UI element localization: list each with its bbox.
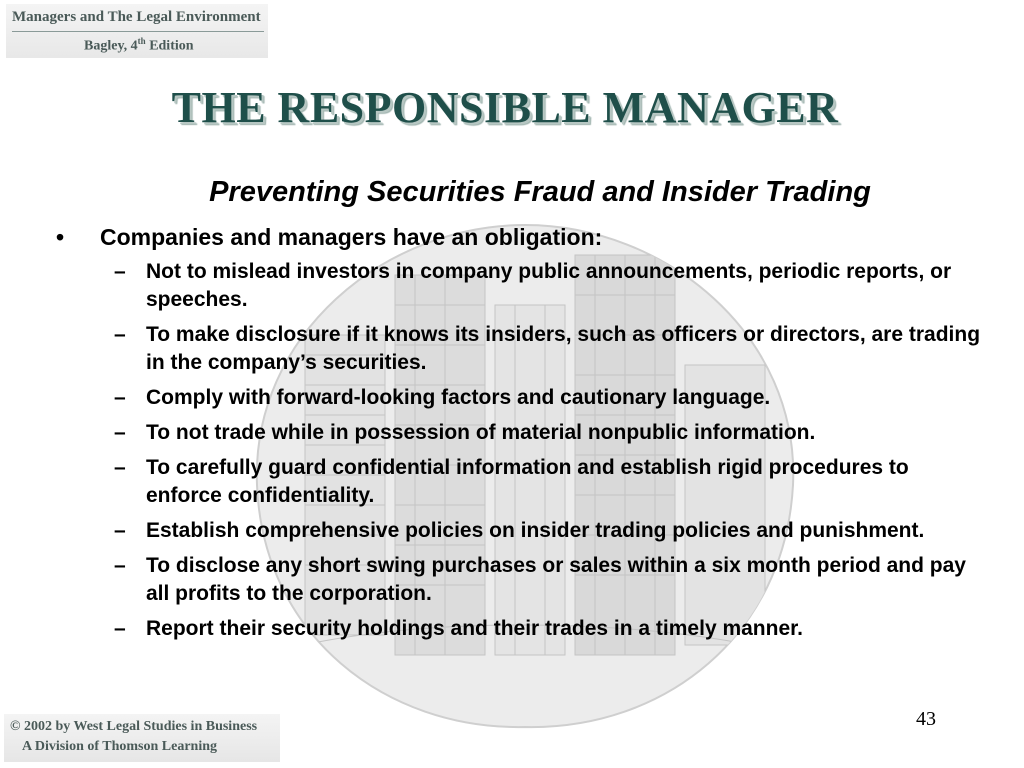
list-item-text: To disclose any short swing purchases or sales within a six month period and pay all profits to the corporation.: [146, 554, 966, 605]
list-item: [114, 552, 986, 608]
dash-mark: –: [114, 323, 126, 346]
main-bullet-text: Companies and managers have an obligation:: [100, 224, 603, 250]
list-item-text: To make disclosure if it knows its insiders, such as officers or directors, are trading in the company’s securities.: [146, 323, 981, 374]
dash-mark: –: [114, 519, 126, 542]
list-item: [114, 384, 986, 412]
slide-subtitle: Preventing Securities Fraud and Insider Trading: [209, 176, 871, 208]
sub-bullet-list: [114, 258, 986, 643]
slide-title: THE RESPONSIBLE MANAGER: [171, 83, 839, 132]
slide-content: [56, 222, 986, 650]
dash-mark: –: [114, 386, 126, 409]
list-item: [114, 419, 986, 447]
publisher-footer: [4, 714, 280, 762]
list-item-text: Not to mislead investors in company public announcements, periodic reports, or speeches.: [146, 260, 952, 311]
dash-mark: –: [114, 617, 126, 640]
edition-label: [84, 36, 194, 55]
list-item-text: Comply with forward-looking factors and cautionary language.: [146, 386, 771, 409]
header-divider: [12, 31, 264, 32]
dash-mark: –: [114, 421, 126, 444]
list-item: [114, 454, 986, 510]
dash-mark: –: [114, 260, 126, 283]
edition-sup: th: [137, 36, 146, 46]
list-item: [114, 321, 986, 377]
course-title: Managers and The Legal Environment: [12, 9, 261, 25]
list-item: [114, 615, 986, 643]
list-item-text: To carefully guard confidential information and establish rigid procedures to enforce confidentiality.: [146, 456, 909, 507]
division-text: A Division of Thomson Learning: [22, 739, 218, 754]
edition-suffix: Edition: [145, 38, 194, 54]
edition-author: Bagley, 4: [84, 38, 138, 54]
page-number: 43: [916, 708, 936, 730]
list-item-text: Report their security holdings and their trades in a timely manner.: [146, 617, 803, 640]
course-header: [6, 4, 268, 58]
dash-mark: –: [114, 554, 126, 577]
main-bullet: [56, 222, 986, 252]
list-item: [114, 258, 986, 314]
copyright-text: © 2002 by West Legal Studies in Business: [10, 719, 258, 734]
dash-mark: –: [114, 456, 126, 479]
list-item-text: Establish comprehensive policies on insider trading policies and punishment.: [146, 519, 925, 542]
list-item-text: To not trade while in possession of material nonpublic information.: [146, 421, 816, 444]
list-item: [114, 517, 986, 545]
bullet-mark: •: [56, 224, 65, 250]
